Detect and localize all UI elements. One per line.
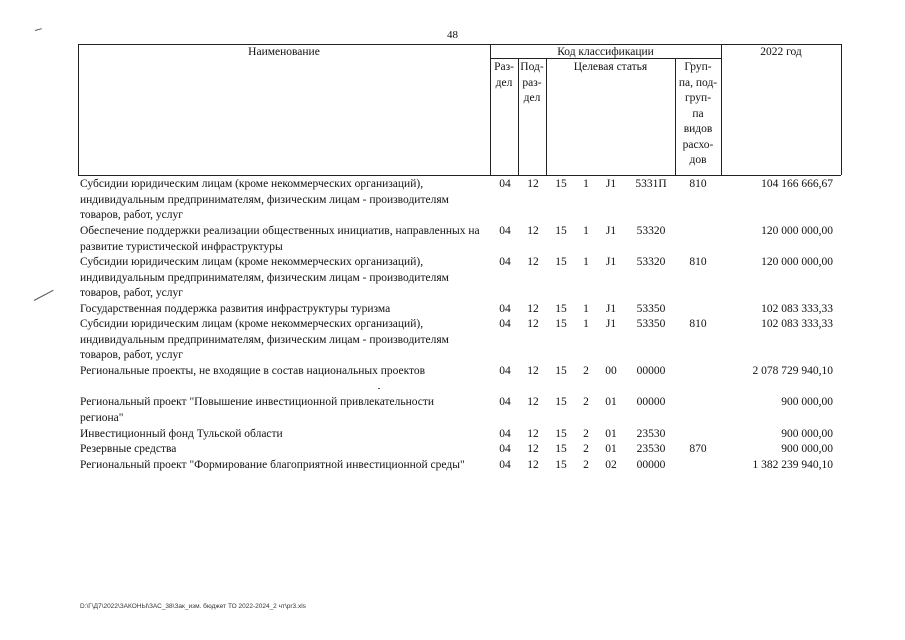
row-cs2: 2	[583, 428, 589, 440]
row-rz: 04	[499, 443, 511, 455]
row-cs4: 00000	[636, 365, 666, 377]
header-name: Наименование	[248, 46, 320, 58]
row-name: Инвестиционный фонд Тульской области	[80, 428, 283, 440]
row-cs4: 53320	[636, 225, 666, 237]
row-pr: 12	[527, 459, 539, 471]
row-name: Субсидии юридическим лицам (кроме некоммерческих организаций), индивидуальным предпринимателям, физическим лицам - производителям товаров, работ, услуг	[80, 178, 449, 221]
row-cs3: J1	[605, 225, 617, 237]
row-cs2: 2	[583, 365, 589, 377]
row-cs4: 23530	[636, 443, 666, 455]
row-cs1: 15	[555, 428, 567, 440]
page-number: 48	[447, 29, 458, 41]
row-cs2: 1	[583, 303, 589, 315]
row-name: Резервные средства	[80, 443, 177, 455]
row-amount: 900 000,00	[781, 428, 833, 440]
row-amount: 2 078 729 940,10	[752, 365, 833, 377]
row-vr: 810	[689, 178, 707, 190]
row-cs1: 15	[555, 318, 567, 330]
header-year: 2022 год	[760, 46, 802, 58]
row-cs2: 2	[583, 396, 589, 408]
row-name: Региональные проекты, не входящие в состав национальных проектов	[80, 365, 426, 377]
row-rz: 04	[499, 396, 511, 408]
row-name: Субсидии юридическим лицам (кроме некоммерческих организаций), индивидуальным предпринимателям, физическим лицам - производителям товаров, работ, услуг	[80, 256, 449, 299]
row-vr: 870	[689, 443, 707, 455]
row-pr: 12	[527, 225, 539, 237]
header-section: Раз- дел	[494, 61, 514, 89]
row-cs3: J1	[605, 303, 617, 315]
row-cs2: 2	[583, 459, 589, 471]
row-cs1: 15	[555, 303, 567, 315]
row-cs3: 00	[605, 365, 617, 377]
row-cs1: 15	[555, 178, 567, 190]
row-pr: 12	[527, 303, 539, 315]
header-expense-group: Груп- па, под- груп- па видов расхо- дов	[678, 61, 718, 166]
row-cs4: 00000	[636, 396, 666, 408]
row-cs3: 01	[605, 443, 617, 455]
row-rz: 04	[499, 256, 511, 268]
row-name: Обеспечение поддержки реализации общественных инициатив, направленных на развитие туристической инфраструктуры	[80, 225, 480, 253]
row-cs3: J1	[605, 178, 617, 190]
row-vr: 810	[689, 318, 707, 330]
row-cs4: 53350	[636, 318, 666, 330]
row-amount: 102 083 333,33	[761, 303, 833, 315]
row-rz: 04	[499, 459, 511, 471]
scan-dot	[378, 388, 380, 389]
row-name: Региональный проект "Повышение инвестиционной привлекательности региона"	[80, 396, 435, 424]
row-rz: 04	[499, 428, 511, 440]
row-cs4: 00000	[636, 459, 666, 471]
row-name: Государственная поддержка развития инфраструктуры туризма	[80, 303, 391, 315]
row-cs3: 02	[605, 459, 617, 471]
row-pr: 12	[527, 365, 539, 377]
row-amount: 102 083 333,33	[761, 318, 833, 330]
row-cs3: 01	[605, 428, 617, 440]
row-cs2: 1	[583, 178, 589, 190]
row-rz: 04	[499, 178, 511, 190]
row-rz: 04	[499, 303, 511, 315]
row-amount: 1 382 239 940,10	[752, 459, 833, 471]
row-cs1: 15	[555, 225, 567, 237]
row-amount: 120 000 000,00	[761, 225, 833, 237]
row-cs2: 2	[583, 443, 589, 455]
row-rz: 04	[499, 318, 511, 330]
row-cs3: J1	[605, 256, 617, 268]
file-path-footer: D:\Г\Д7\2022\ЗАКОНЫ\ЗАС_38\Зак_изм. бюджет ТО 2022-2024_2 чт\pr3.xls	[80, 603, 306, 610]
row-cs4: 5331П	[635, 178, 667, 190]
row-pr: 12	[527, 443, 539, 455]
row-vr: 810	[689, 256, 707, 268]
row-cs1: 15	[555, 459, 567, 471]
header-classification: Код классификации	[557, 46, 654, 58]
row-cs4: 23530	[636, 428, 666, 440]
row-pr: 12	[527, 428, 539, 440]
row-cs1: 15	[555, 365, 567, 377]
row-cs2: 1	[583, 256, 589, 268]
row-amount: 900 000,00	[781, 443, 833, 455]
row-name: Региональный проект "Формирование благоприятной инвестиционной среды"	[80, 459, 465, 471]
row-amount: 120 000 000,00	[761, 256, 833, 268]
header-subsection: Под- раз- дел	[520, 61, 544, 104]
row-amount: 104 166 666,67	[761, 178, 833, 190]
row-rz: 04	[499, 365, 511, 377]
row-rz: 04	[499, 225, 511, 237]
row-cs3: J1	[605, 318, 617, 330]
row-cs3: 01	[605, 396, 617, 408]
row-cs4: 53350	[636, 303, 666, 315]
row-pr: 12	[527, 178, 539, 190]
row-cs2: 1	[583, 318, 589, 330]
row-pr: 12	[527, 256, 539, 268]
row-amount: 900 000,00	[781, 396, 833, 408]
row-cs1: 15	[555, 443, 567, 455]
row-cs1: 15	[555, 256, 567, 268]
row-cs4: 53320	[636, 256, 666, 268]
row-name: Субсидии юридическим лицам (кроме некоммерческих организаций), индивидуальным предпринимателям, физическим лицам - производителям товаров, работ, услуг	[80, 318, 449, 361]
row-pr: 12	[527, 318, 539, 330]
row-cs1: 15	[555, 396, 567, 408]
header-target-article: Целевая статья	[573, 61, 648, 73]
row-pr: 12	[527, 396, 539, 408]
row-cs2: 1	[583, 225, 589, 237]
